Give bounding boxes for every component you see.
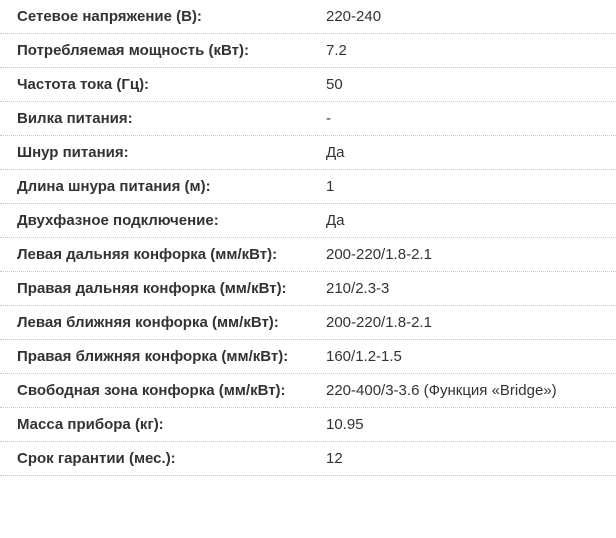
spec-row-right-rear-burner — [0, 272, 616, 306]
spec-row-cord-length — [0, 170, 616, 204]
spec-row-warranty — [0, 442, 616, 476]
spec-value: 220-400/3-3.6 (Функция «Bridge») — [326, 382, 557, 399]
spec-value: Да — [326, 212, 345, 229]
spec-label: Свободная зона конфорка (мм/кВт): — [17, 382, 286, 399]
spec-label: Левая дальняя конфорка (мм/кВт): — [17, 246, 278, 263]
spec-value: 200-220/1.8-2.1 — [326, 246, 432, 263]
spec-row-plug — [0, 102, 616, 136]
spec-label: Срок гарантии (мес.): — [17, 450, 176, 467]
spec-label: Масса прибора (кг): — [17, 416, 164, 433]
spec-row-weight — [0, 408, 616, 442]
spec-row-left-front-burner — [0, 306, 616, 340]
spec-label: Вилка питания: — [17, 110, 133, 127]
spec-label: Правая ближняя конфорка (мм/кВт): — [17, 348, 289, 365]
spec-value: Да — [326, 144, 345, 161]
spec-value: 7.2 — [326, 42, 347, 59]
spec-row-frequency — [0, 68, 616, 102]
spec-row-power-cord — [0, 136, 616, 170]
spec-row-power — [0, 34, 616, 68]
spec-value: 220-240 — [326, 8, 382, 25]
spec-label: Двухфазное подключение: — [17, 212, 219, 229]
spec-label: Правая дальняя конфорка (мм/кВт): — [17, 280, 287, 297]
spec-row-right-front-burner — [0, 340, 616, 374]
spec-value: 210/2.3-3 — [326, 280, 390, 297]
spec-value: 200-220/1.8-2.1 — [326, 314, 432, 331]
spec-label: Потребляемая мощность (кВт): — [17, 42, 249, 59]
spec-value: 50 — [326, 76, 343, 93]
spec-label: Шнур питания: — [17, 144, 129, 161]
spec-label: Сетевое напряжение (В): — [17, 8, 202, 25]
spec-value: 160/1.2-1.5 — [326, 348, 402, 365]
spec-row-two-phase — [0, 204, 616, 238]
spec-row-left-rear-burner — [0, 238, 616, 272]
spec-label: Левая ближняя конфорка (мм/кВт): — [17, 314, 279, 331]
spec-value: 10.95 — [326, 416, 364, 433]
spec-value: 12 — [326, 450, 343, 467]
spec-label: Частота тока (Гц): — [17, 76, 150, 93]
spec-value: 1 — [326, 178, 335, 195]
spec-row-voltage — [0, 0, 616, 34]
spec-value: - — [326, 110, 331, 127]
spec-label: Длина шнура питания (м): — [17, 178, 211, 195]
spec-row-free-zone-burner — [0, 374, 616, 408]
